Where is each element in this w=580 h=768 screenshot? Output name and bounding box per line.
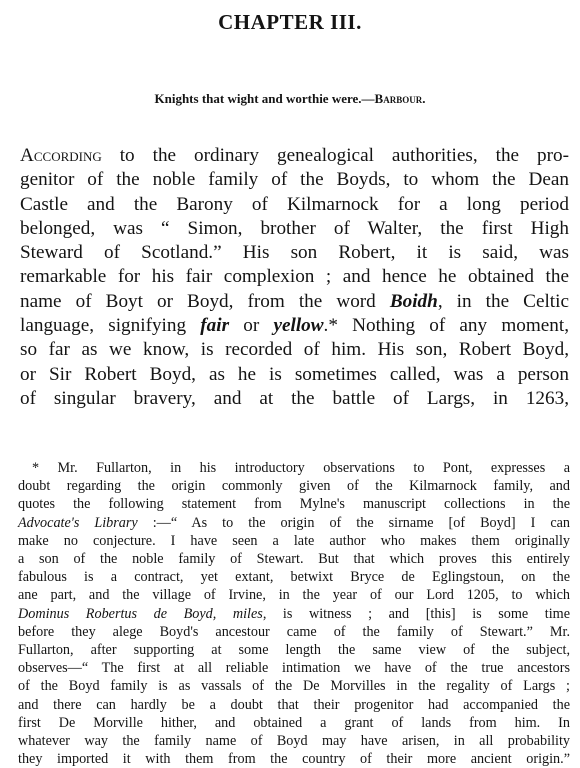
epigraph-text: Knights that wight and worthie were.— bbox=[154, 91, 375, 106]
body-line-text: .* Nothing of any moment, bbox=[323, 315, 570, 337]
body-line: or Sir Robert Boyd, as he is sometimes called, was a person bbox=[20, 363, 569, 385]
footnote-line-text: :—“ As to the origin of the sirname [of Boyd] I can bbox=[137, 514, 571, 531]
body-line-text: name of Boyt or Boyd, from the word bbox=[20, 290, 390, 312]
italic-word: Boidh bbox=[389, 290, 438, 312]
body-line-text: or bbox=[229, 315, 274, 337]
body-text bbox=[20, 144, 569, 411]
footnote-line: * Mr. Fullarton, in his introductory observations to Pont, expresses a bbox=[32, 460, 570, 476]
footnote-line: ane part, and the village of Irvine, in the year of our Lord 1205, to which bbox=[18, 587, 570, 604]
body-line: so far as we know, is recorded of him. His son, Robert Boyd, bbox=[20, 339, 569, 361]
chapter-heading: CHAPTER III. bbox=[218, 10, 362, 34]
italic-word: fair bbox=[200, 315, 230, 337]
footnote-line-text: , is witness ; and [this] is some time bbox=[262, 605, 570, 622]
footnote-line: and there can hardly be a doubt that their progenitor had accompanied the bbox=[18, 696, 570, 713]
footnote-line: whatever way the family name of Boyd may have arisen, in all probability bbox=[18, 733, 570, 750]
footnote-line: of the Boyd family is as vassals of the De Morvilles in the regality of Largs ; bbox=[18, 678, 570, 695]
body-line bbox=[20, 144, 569, 168]
footnote-line: quotes the following statement from Mylne's manuscript collections in the bbox=[18, 496, 570, 513]
body-line: genitor of the noble family of the Boyds, to whom the Dean bbox=[20, 169, 569, 191]
body-line bbox=[20, 314, 569, 338]
italic-word: yellow bbox=[273, 315, 324, 337]
body-line: Steward of Scotland.” His son Robert, it is said, was bbox=[20, 242, 569, 264]
epigraph-source: Barbour. bbox=[374, 91, 426, 106]
epigraph bbox=[0, 91, 580, 107]
footnote-line: they imported it with them from the country of their more ancient origin.” bbox=[18, 751, 570, 768]
footnote-line: first De Morville hither, and obtained a grant of lands from him. In bbox=[18, 714, 570, 731]
footnote-line: Fullarton, after supporting at some length the same view of the subject, bbox=[18, 642, 570, 659]
body-line: Castle and the Barony of Kilmarnock for a long period bbox=[20, 193, 569, 215]
body-line bbox=[20, 290, 569, 314]
footnote-line: before they alege Boyd's ancestour came of the family of Stewart.” Mr. bbox=[18, 623, 570, 640]
body-line-text: language, signifying bbox=[20, 315, 201, 337]
lead-word: According bbox=[20, 145, 102, 166]
body-line: of singular bravery, and at the battle of Largs, in 1263, bbox=[20, 387, 569, 409]
footnote-line bbox=[18, 514, 570, 532]
body-line-text: , in the Celtic bbox=[437, 290, 569, 312]
body-line-text: to the ordinary genealogical authorities, the pro- bbox=[101, 145, 569, 166]
footnote-line: observes—“ The first at all reliable intimation we have of the true ancestors bbox=[18, 660, 570, 677]
italic-phrase: Dominus Robertus de Boyd, miles bbox=[18, 605, 263, 622]
footnote bbox=[18, 459, 570, 768]
body-line: belonged, was “ Simon, brother of Walter, the first High bbox=[20, 217, 569, 239]
footnote-line: make no conjecture. I have seen a late author who makes them originally bbox=[18, 532, 570, 549]
footnote-line: fabulous is a contract, yet extant, betwixt Bryce de Eglingstoun, on the bbox=[18, 569, 570, 586]
footnote-line bbox=[18, 605, 570, 623]
body-line: remarkable for his fair complexion ; and hence he obtained the bbox=[20, 266, 569, 288]
italic-phrase: Advocate's Library bbox=[18, 514, 138, 531]
footnote-line: doubt regarding the origin commonly given of the Kilmarnock family, and bbox=[18, 478, 570, 495]
footnote-line: a son of the noble family of Stewart. But that which proves this entirely bbox=[18, 551, 570, 568]
